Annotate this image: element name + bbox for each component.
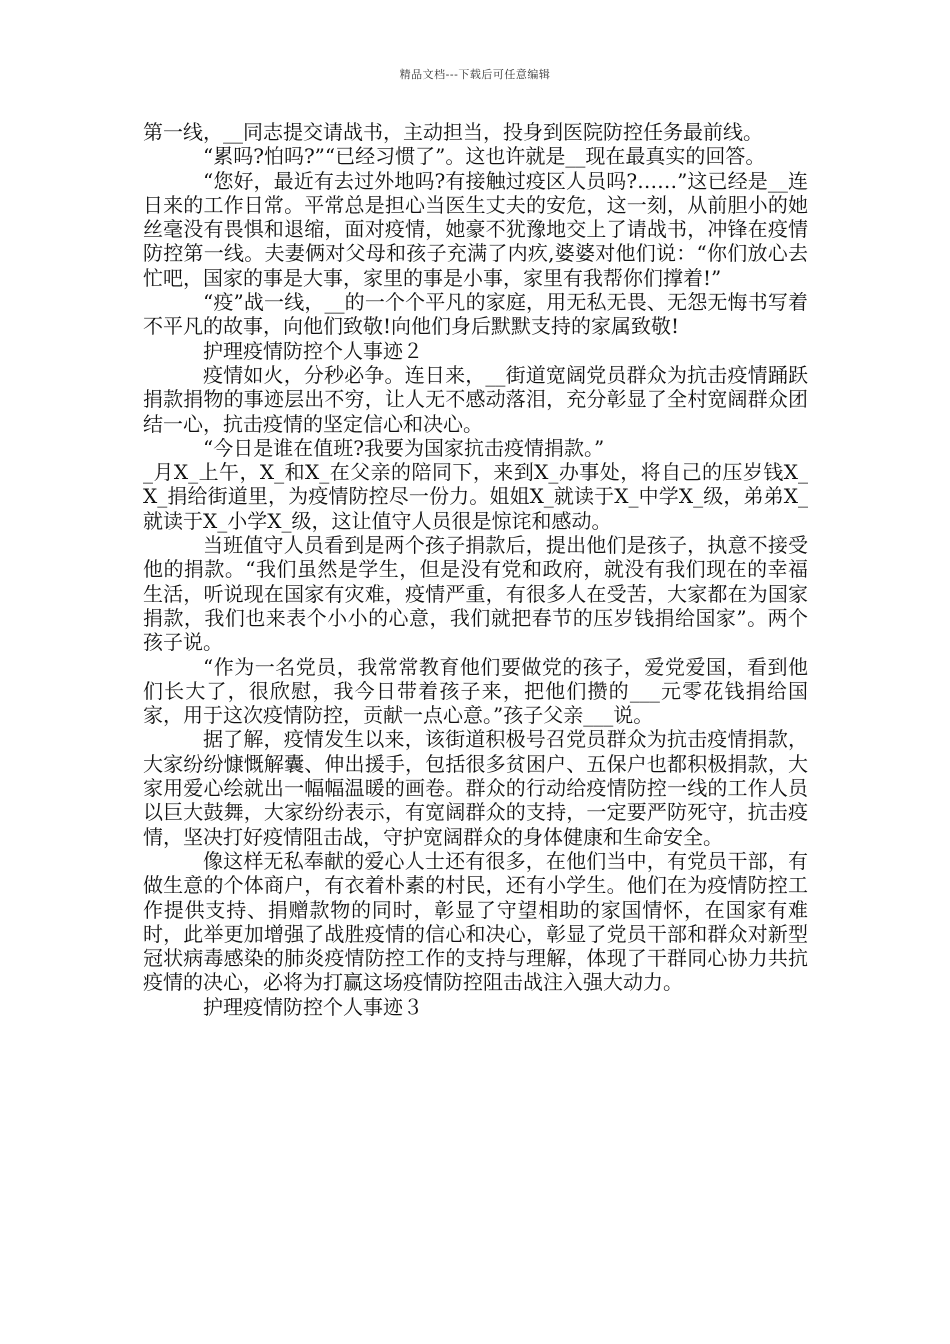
paragraph-1: 第一线，__同志提交请战书，主动担当，投身到医院防控任务最前线。 [143, 120, 763, 144]
section-title-3: 护理疫情防控个人事迹３ [203, 994, 423, 1019]
document-body [143, 120, 808, 1019]
page-header: 精品文档---下载后可任意编辑 [399, 68, 551, 81]
paragraph-3: “您好，最近有去过外地吗?有接触过疫区人员吗?……”这已经是__连日来的工作日常。平常总是担心当医生丈夫的安危，这一刻，从前胆小的她丝毫没有畏惧和退缩，面对疫情，她豪不犹豫地交上了请战书，冲锋在疫情防控第一线。夫妻俩对父母和孩子充满了内疚,婆婆对他们说：“你们放心去忙吧，国家的事是大事，家里的事是小事，家里有我帮你们撑着!” [143, 168, 808, 290]
paragraph-11: 像这样无私奉献的爱心人士还有很多，在他们当中，有党员干部，有做生意的个体商户，有衣着朴素的村民，还有小学生。他们在为疫情防控工作提供支持、捐赠款物的同时，彰显了守望相助的家国情怀，在国家有难时，此举更加增强了战胜疫情的信心和决心，彰显了党员干部和群众对新型冠状病毒感染的肺炎疫情防控工作的支持与理解，体现了干群同心协力共抗疫情的决心，必将为打赢这场疫情防控阻击战注入强大动力。 [143, 848, 808, 995]
section-title-2: 护理疫情防控个人事迹２ [203, 338, 423, 363]
paragraph-10: 据了解，疫情发生以来，该街道积极号召党员群众为抗击疫情捐款，大家纷纷慷慨解囊、伸出援手，包括很多贫困户、五保户也都积极捐款，大家用爱心绘就出一幅幅温暖的画卷。群众的行动给疫情防控一线的工作人员以巨大鼓舞，大家纷纷表示，有宽阔群众的支持，一定要严防死守，抗击疫情，坚决打好疫情阻击战，守护宽阔群众的身体健康和生命安全。 [143, 727, 808, 849]
paragraph-9: “作为一名党员，我常常教育他们要做党的孩子，爱党爱国，看到他们长大了，很欣慰，我今日带着孩子来，把他们攒的___元零花钱捐给国家，用于这次疫情防控，贡献一点心意。”孩子父亲___说。 [143, 654, 808, 728]
paragraph-4: “疫”战一线，__的一个个平凡的家庭，用无私无畏、无怨无悔书写着不平凡的故事，向他们致敬!向他们身后默默支持的家属致敬! [143, 290, 808, 339]
paragraph-5: 疫情如火，分秒必争。连日来，__街道宽阔党员群众为抗击疫情踊跃捐款捐物的事迹层出不穷，让人无不感动落泪，充分彰显了全村宽阔群众团结一心，抗击疫情的坚定信心和决心。 [143, 362, 808, 436]
paragraph-8: 当班值守人员看到是两个孩子捐款后，提出他们是孩子，执意不接受他的捐款。“我们虽然是学生，但是没有党和政府，就没有我们现在的幸福生活，听说现在国家有灾难，疫情严重，有很多人在受苦，大家都在为国家捐款，我们也来表个小小的心意，我们就把春节的压岁钱捐给国家”。两个孩子说。 [143, 533, 808, 655]
paragraph-2: “累吗?怕吗?”“已经习惯了”。这也许就是__现在最真实的回答。 [203, 144, 766, 169]
paragraph-6: “今日是谁在值班?我要为国家抗击疫情捐款。” [203, 435, 605, 460]
paragraph-7: _月X_上午，X_和X_在父亲的陪同下，来到X_办事处，将自己的压岁钱X_X_捐给街道里，为疫情防控尽一份力。姐姐X_就读于X_中学X_级，弟弟X_就读于X_小学X_级，这让值守人员很是惊诧和感动。 [143, 460, 808, 533]
